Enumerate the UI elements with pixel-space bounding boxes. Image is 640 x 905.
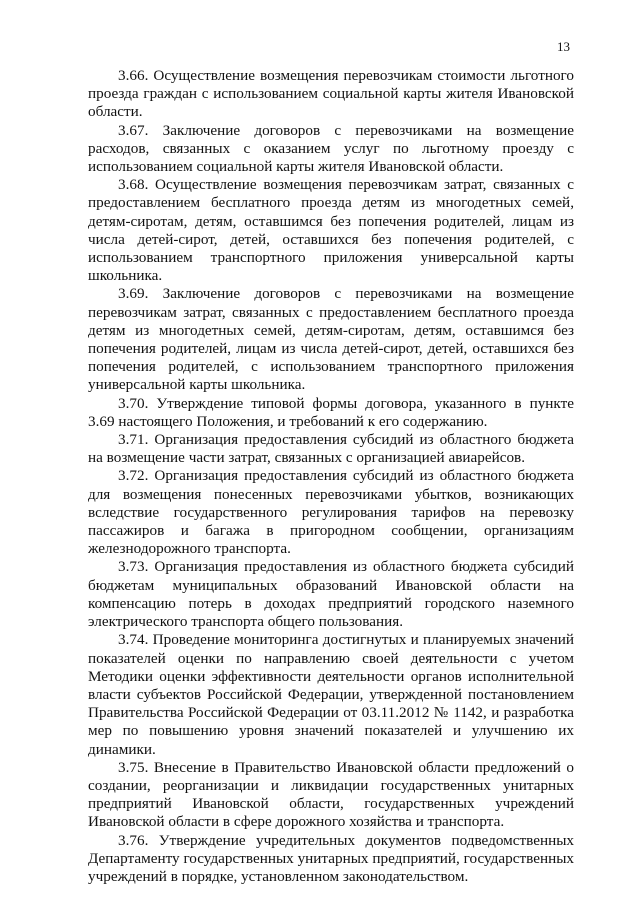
paragraph-3-66: 3.66. Осуществление возмещения перевозчикам стоимости льготного проезда граждан с использованием социальной карты жителя Ивановской области. <box>88 67 574 121</box>
paragraph-3-72: 3.72. Организация предоставления субсидий из областного бюджета для возмещения понесенных перевозчиками убытков, возникающих вследствие государственного регулирования тарифов на перевозку пассажиров и багажа в пригородном сообщении, организациям железнодорожного транспорта. <box>88 467 574 558</box>
paragraph-3-73: 3.73. Организация предоставления из областного бюджета субсидий бюджетам муниципальных образований Ивановской области на компенсацию потерь в доходах предприятий городского наземного электрического транспорта общего пользования. <box>88 558 574 631</box>
paragraph-3-74: 3.74. Проведение мониторинга достигнутых и планируемых значений показателей оценки по направлению своей деятельности с учетом Методики оценки эффективности деятельности органов исполнительной власти субъектов Российской Федерации, утвержденной постановлением Правительства Российской Федерации от 03.11.2012 № 1142, и разработка мер по повышению уровня значений показателей и улучшению их динамики. <box>88 631 574 758</box>
paragraph-3-75: 3.75. Внесение в Правительство Ивановской области предложений о создании, реорганизации и ликвидации государственных унитарных предприятий Ивановской области, государственных учреждений Ивановской области в сфере дорожного хозяйства и транспорта. <box>88 758 574 831</box>
paragraph-3-68: 3.68. Осуществление возмещения перевозчикам затрат, связанных с предоставлением бесплатного проезда детям из многодетных семей, детям-сиротам, детям, оставшимся без попечения родителей, лицам из числа детей-сирот, детей, оставшихся без попечения родителей, с использованием транспортного приложения универсальной карты школьника. <box>88 176 574 285</box>
paragraph-3-69: 3.69. Заключение договоров с перевозчиками на возмещение перевозчикам затрат, связанных с предоставлением бесплатного проезда детям из многодетных семей, детям-сиротам, детям, оставшимся без попечения родителей, лицам из числа детей-сирот, детей, оставшихся без попечения родителей, с использованием транспортного приложения универсальной карты школьника. <box>88 285 574 394</box>
document-body <box>88 67 574 886</box>
paragraph-3-76: 3.76. Утверждение учредительных документов подведомственных Департаменту государственных унитарных предприятий, государственных учреждений в порядке, установленном законодательством. <box>88 831 574 885</box>
paragraph-3-67: 3.67. Заключение договоров с перевозчиками на возмещение расходов, связанных с оказанием услуг по льготному проезду с использованием социальной карты жителя Ивановской области. <box>88 121 574 176</box>
paragraph-3-70: 3.70. Утверждение типовой формы договора, указанного в пункте 3.69 настоящего Положения, и требований к его содержанию. <box>88 394 574 430</box>
page-number: 13 <box>557 39 570 54</box>
paragraph-3-71: 3.71. Организация предоставления субсидий из областного бюджета на возмещение части затрат, связанных с организацией авиарейсов. <box>88 431 574 467</box>
